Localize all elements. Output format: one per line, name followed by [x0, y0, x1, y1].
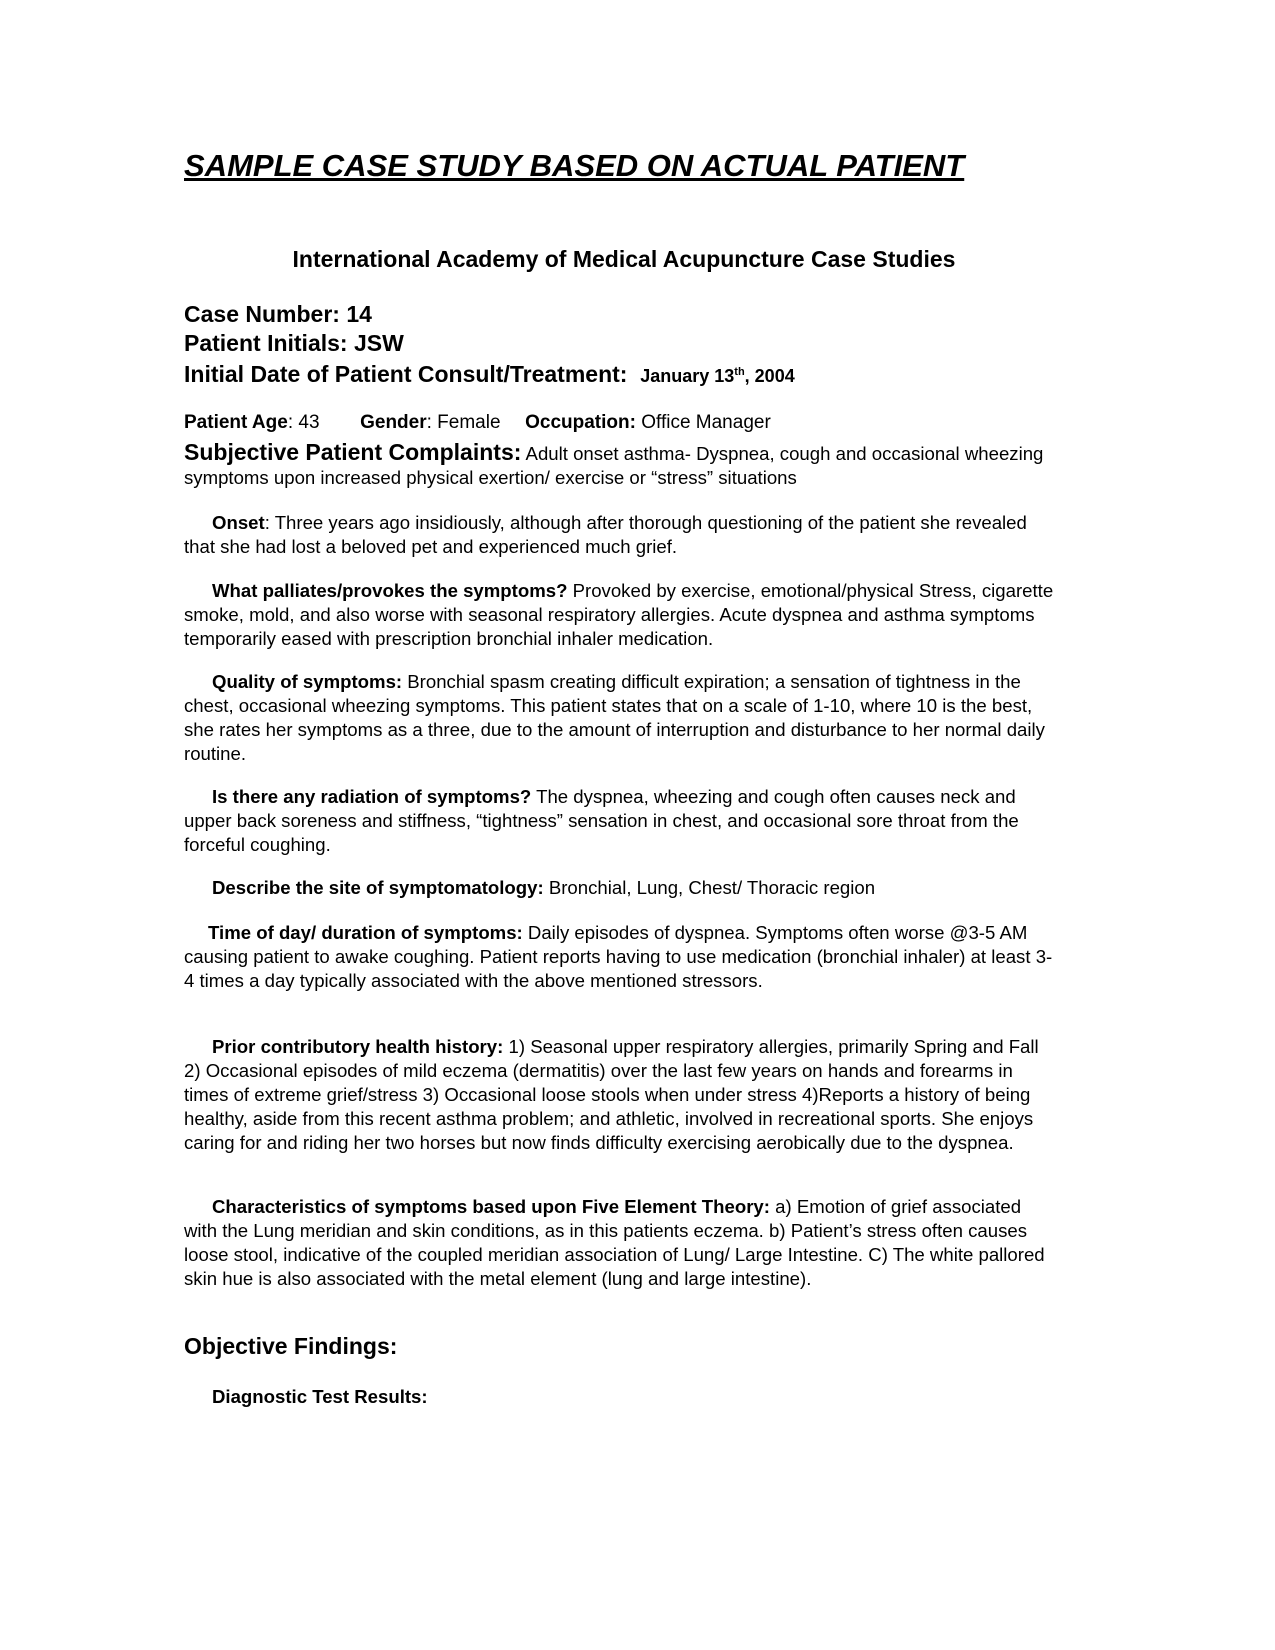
- quality-section: [184, 670, 1054, 766]
- diagnostic-results-heading: Diagnostic Test Results:: [212, 1386, 428, 1407]
- gender-value: : Female: [426, 412, 501, 433]
- age-value: : 43: [287, 412, 320, 433]
- patient-initials-line: [184, 329, 795, 358]
- case-number-value: 14: [346, 301, 372, 327]
- quality-text: Bronchial spasm creating difficult expiration; a sensation of tightness in the chest, occasional wheezing symptoms. This patient states that on a scale of 1-10, where 10 is the best, she rates her symptoms as a three, due to the amount of interruption and disturbance to her normal daily routine.: [184, 671, 1045, 764]
- patient-initials-label: Patient Initials:: [184, 330, 348, 356]
- document-title: SAMPLE CASE STUDY BASED ON ACTUAL PATIENT: [184, 148, 965, 183]
- onset-section: [184, 511, 1054, 559]
- objective-findings-heading: Objective Findings:: [184, 1333, 398, 1359]
- occupation-value: Office Manager: [635, 412, 771, 433]
- patient-demographics: [184, 412, 771, 434]
- document-subtitle: International Academy of Medical Acupuncture Case Studies: [292, 246, 956, 272]
- five-element-text: a) Emotion of grief associated with the Lung meridian and skin conditions, as in this patients eczema. b) Patient’s stress often causes loose stool, indicative of the coupled meridian association of Lung/ Large Intestine. C) The white pallored skin hue is also associated with the metal element (lung and large intestine).: [184, 1196, 1045, 1289]
- gender-label: Gender: [360, 412, 427, 433]
- site-label: Describe the site of symptomatology:: [212, 877, 544, 898]
- subjective-complaints: [184, 440, 1054, 490]
- age-label: Patient Age: [184, 412, 288, 433]
- consult-date-value: [640, 366, 795, 386]
- five-element-label: Characteristics of symptoms based upon Five Element Theory:: [212, 1196, 770, 1217]
- consult-date-year: , 2004: [744, 366, 795, 386]
- palliates-text: Provoked by exercise, emotional/physical Stress, cigarette smoke, mold, and also worse with seasonal respiratory allergies. Acute dyspnea and asthma symptoms temporarily eased with prescription bronchial inhaler medication.: [184, 580, 1054, 649]
- time-of-day-section: [184, 921, 1054, 993]
- health-history-label: Prior contributory health history:: [212, 1036, 504, 1057]
- quality-label: Quality of symptoms:: [212, 671, 403, 692]
- consult-date-label: Initial Date of Patient Consult/Treatment:: [184, 361, 628, 387]
- radiation-text: The dyspnea, wheezing and cough often causes neck and upper back soreness and stiffness, “tightness” sensation in chest, and occasional sore throat from the forceful coughing.: [184, 786, 1019, 855]
- radiation-label: Is there any radiation of symptoms?: [212, 786, 532, 807]
- patient-initials-value: JSW: [353, 330, 404, 356]
- time-of-day-text: Daily episodes of dyspnea. Symptoms often worse @3-5 AM causing patient to awake coughing. Patient reports having to use medication (bronchial inhaler) at least 3-4 times a day typically associated with the above mentioned stressors.: [184, 922, 1053, 991]
- site-text: Bronchial, Lung, Chest/ Thoracic region: [543, 877, 876, 898]
- palliates-section: [184, 579, 1054, 651]
- consult-date-line: [184, 358, 795, 391]
- occupation-label: Occupation:: [525, 412, 636, 433]
- onset-label: Onset: [212, 512, 265, 533]
- health-history-section: [184, 1035, 1054, 1155]
- site-section: [184, 876, 1054, 900]
- five-element-section: [184, 1195, 1054, 1291]
- consult-date-month-day: January 13: [640, 366, 735, 386]
- health-history-text: 1) Seasonal upper respiratory allergies, primarily Spring and Fall 2) Occasional episodes of mild eczema (dermatitis) over the last few years on hands and forearms in times of extreme grief/stress 3) Occasional loose stools when under stress 4)Reports a history of being healthy, aside from this recent asthma problem; and athletic, involved in recreational sports. She enjoys caring for and riding her two horses but now finds difficulty exercising aerobically due to the dyspnea.: [184, 1036, 1039, 1153]
- case-header: [184, 300, 795, 391]
- time-of-day-label: Time of day/ duration of symptoms:: [208, 922, 523, 943]
- onset-text: : Three years ago insidiously, although after thorough questioning of the patient she revealed that she had lost a beloved pet and experienced much grief.: [184, 512, 1027, 557]
- subjective-label: Subjective Patient Complaints:: [184, 439, 522, 465]
- subjective-text: Adult onset asthma- Dyspnea, cough and occasional wheezing symptoms upon increased physical exertion/ exercise or “stress” situations: [184, 443, 1044, 488]
- palliates-label: What palliates/provokes the symptoms?: [212, 580, 568, 601]
- case-number-label: Case Number:: [184, 301, 340, 327]
- consult-date-ordinal: th: [734, 366, 745, 378]
- case-number-line: [184, 300, 795, 329]
- radiation-section: [184, 785, 1054, 857]
